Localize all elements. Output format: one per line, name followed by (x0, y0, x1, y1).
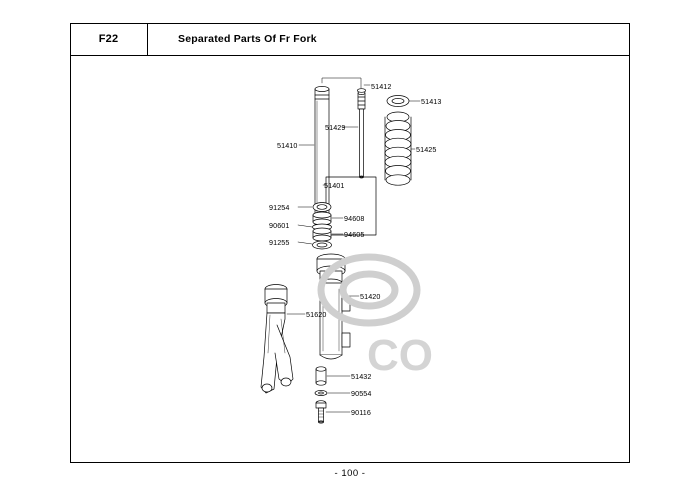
part-label-94605: 94605 (344, 230, 365, 239)
part-label-51412: 51412 (371, 82, 392, 91)
part-label-90554: 90554 (351, 389, 372, 398)
section-code: F22 (70, 23, 148, 55)
part-51620-fork-leg (261, 285, 293, 394)
part-51413-ring (387, 96, 409, 107)
part-label-51410: 51410 (277, 141, 298, 150)
part-94605-bushing (313, 228, 331, 241)
part-label-51401: 51401 (324, 181, 345, 190)
part-label-91255: 91255 (269, 238, 290, 247)
part-91255-dust-seal (313, 241, 332, 249)
part-label-90116: 90116 (351, 408, 371, 417)
part-label-51429: 51429 (325, 123, 346, 132)
part-label-51432: 51432 (351, 372, 372, 381)
diagram-drawing (71, 57, 629, 462)
title-bar (70, 23, 630, 56)
part-label-51620: 51620 (306, 310, 327, 319)
part-51432-cylinder (316, 367, 326, 385)
page-title: Separated Parts Of Fr Fork (178, 33, 317, 45)
part-label-51413: 51413 (421, 97, 442, 106)
parts-diagram (71, 57, 629, 462)
part-90116-bolt (316, 401, 326, 423)
part-51412-collar (357, 89, 365, 93)
page-number: - 100 - (334, 468, 366, 479)
part-51425-spring (385, 112, 411, 185)
part-51420-outer-tube (317, 254, 350, 359)
part-label-51425: 51425 (416, 145, 437, 154)
part-label-51420: 51420 (360, 292, 381, 301)
part-label-94608: 94608 (344, 214, 365, 223)
watermark-text: CO (367, 331, 433, 380)
part-91254-oil-seal (313, 203, 331, 212)
part-label-91254: 91254 (269, 203, 290, 212)
part-label-90601: 90601 (269, 221, 290, 230)
part-94608-bushing (313, 212, 331, 225)
part-90554-washer (315, 390, 327, 395)
part-51429-damper-rod (358, 91, 365, 178)
